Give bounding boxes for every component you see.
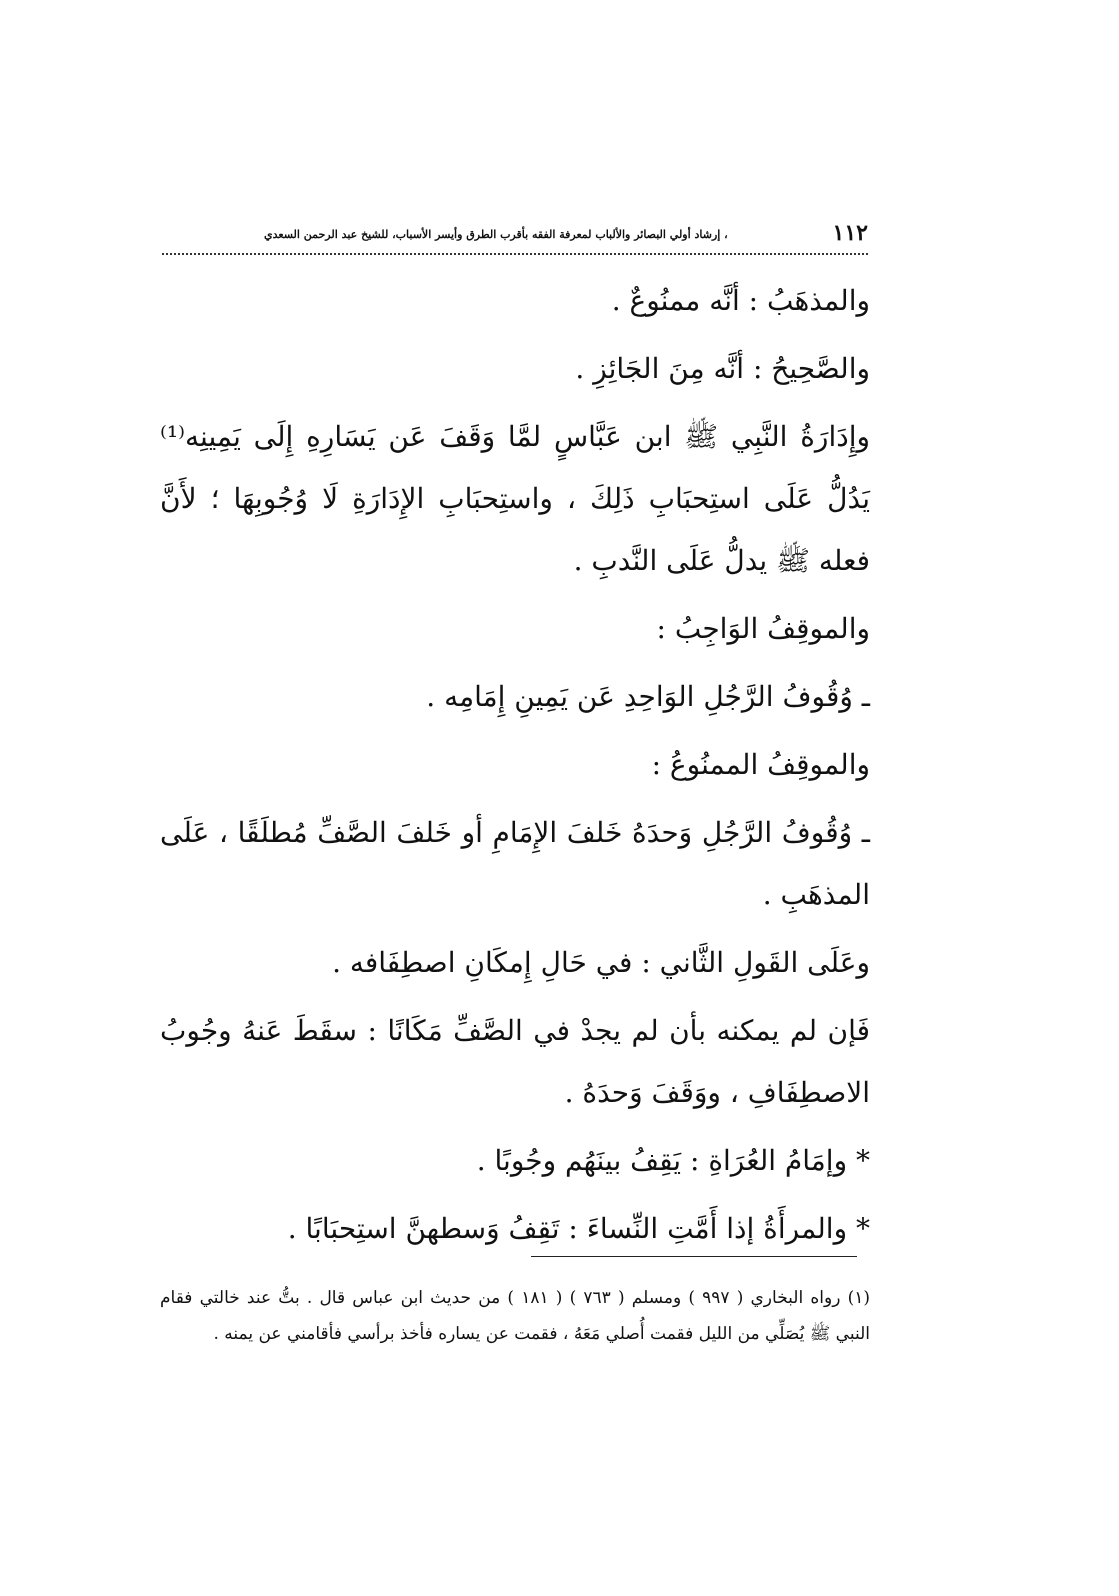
paragraph: والمذهَبُ : أنَّه ممنُوعٌ .: [611, 284, 870, 317]
paragraph: فَإن لم يمكنه بأن لم يجدْ في الصَّفِّ مَكَانًا : سقَطَ عَنهُ وجُوبُ الاصطِفَافِ ، ووَقَفَ وَحدَهُ .: [160, 1014, 870, 1109]
paragraph: وعَلَى القَولِ الثَّاني : في حَالِ إِمكَانِ اصطِفَافه .: [332, 946, 870, 979]
footnote-divider: [531, 1256, 857, 1257]
paragraph: وإِدَارَةُ النَّبِي ﷺ ابن عَبَّاسٍ لمَّا وَقَفَ عَن يَسَارِهِ إِلَى يَمِينِه⁽¹⁾ يَدُلُّ عَلَى استِحبَابِ ذَلِكَ ، واستِحبَابِ الإِدَارَةِ لَا وُجُوبِهَا ؛ لأَنَّ فعله ﷺ يدلُّ عَلَى النَّدبِ .: [160, 420, 870, 577]
header-divider: [162, 253, 868, 255]
paragraph: والموقِفُ الوَاجِبُ :: [656, 612, 870, 645]
paragraph: والصَّحِيحُ : أنَّه مِنَ الجَائِزِ .: [575, 352, 870, 385]
page-number: ١١٢: [832, 220, 868, 246]
paragraph: * والمرأَةُ إذا أَمَّتِ النِّساءَ : تَقِفُ وَسطهنَّ استِحبَابًا .: [287, 1212, 870, 1245]
paragraph: والموقِفُ الممنُوعُ :: [651, 748, 870, 781]
footnote: [160, 1280, 870, 1352]
running-title: ، إرشاد أولي البصائر والألباب لمعرفة الفقه بأقرب الطرق وأيسر الأسباب، للشيخ عبد الرحمن السعدي: [264, 228, 728, 241]
paragraph: * وإمَامُ العُرَاةِ : يَقِفُ بينَهُم وجُوبًا .: [476, 1144, 870, 1177]
page-header: [162, 218, 868, 258]
main-text: [160, 270, 870, 1260]
footnote-text: (١) رواه البخاري ( ٩٩٧ ) ومسلم ( ٧٦٣ ) ( ١٨١ ) من حديث ابن عباس قال . بتُّ عند خالتي فقام النبي ﷺ يُصَلِّي من الليل فقمت أُصلي مَعَهُ ، فقمت عن يساره فأخذ برأسي فأقامني عن يمنه .: [160, 1288, 870, 1344]
paragraph: ـ وُقُوفُ الرَّجُلِ الوَاحِدِ عَن يَمِينِ إِمَامِه .: [426, 680, 870, 713]
paragraph: ـ وُقُوفُ الرَّجُلِ وَحدَهُ خَلفَ الإِمَامِ أو خَلفَ الصَّفِّ مُطلَقًا ، عَلَى المذهَبِ .: [160, 816, 870, 911]
